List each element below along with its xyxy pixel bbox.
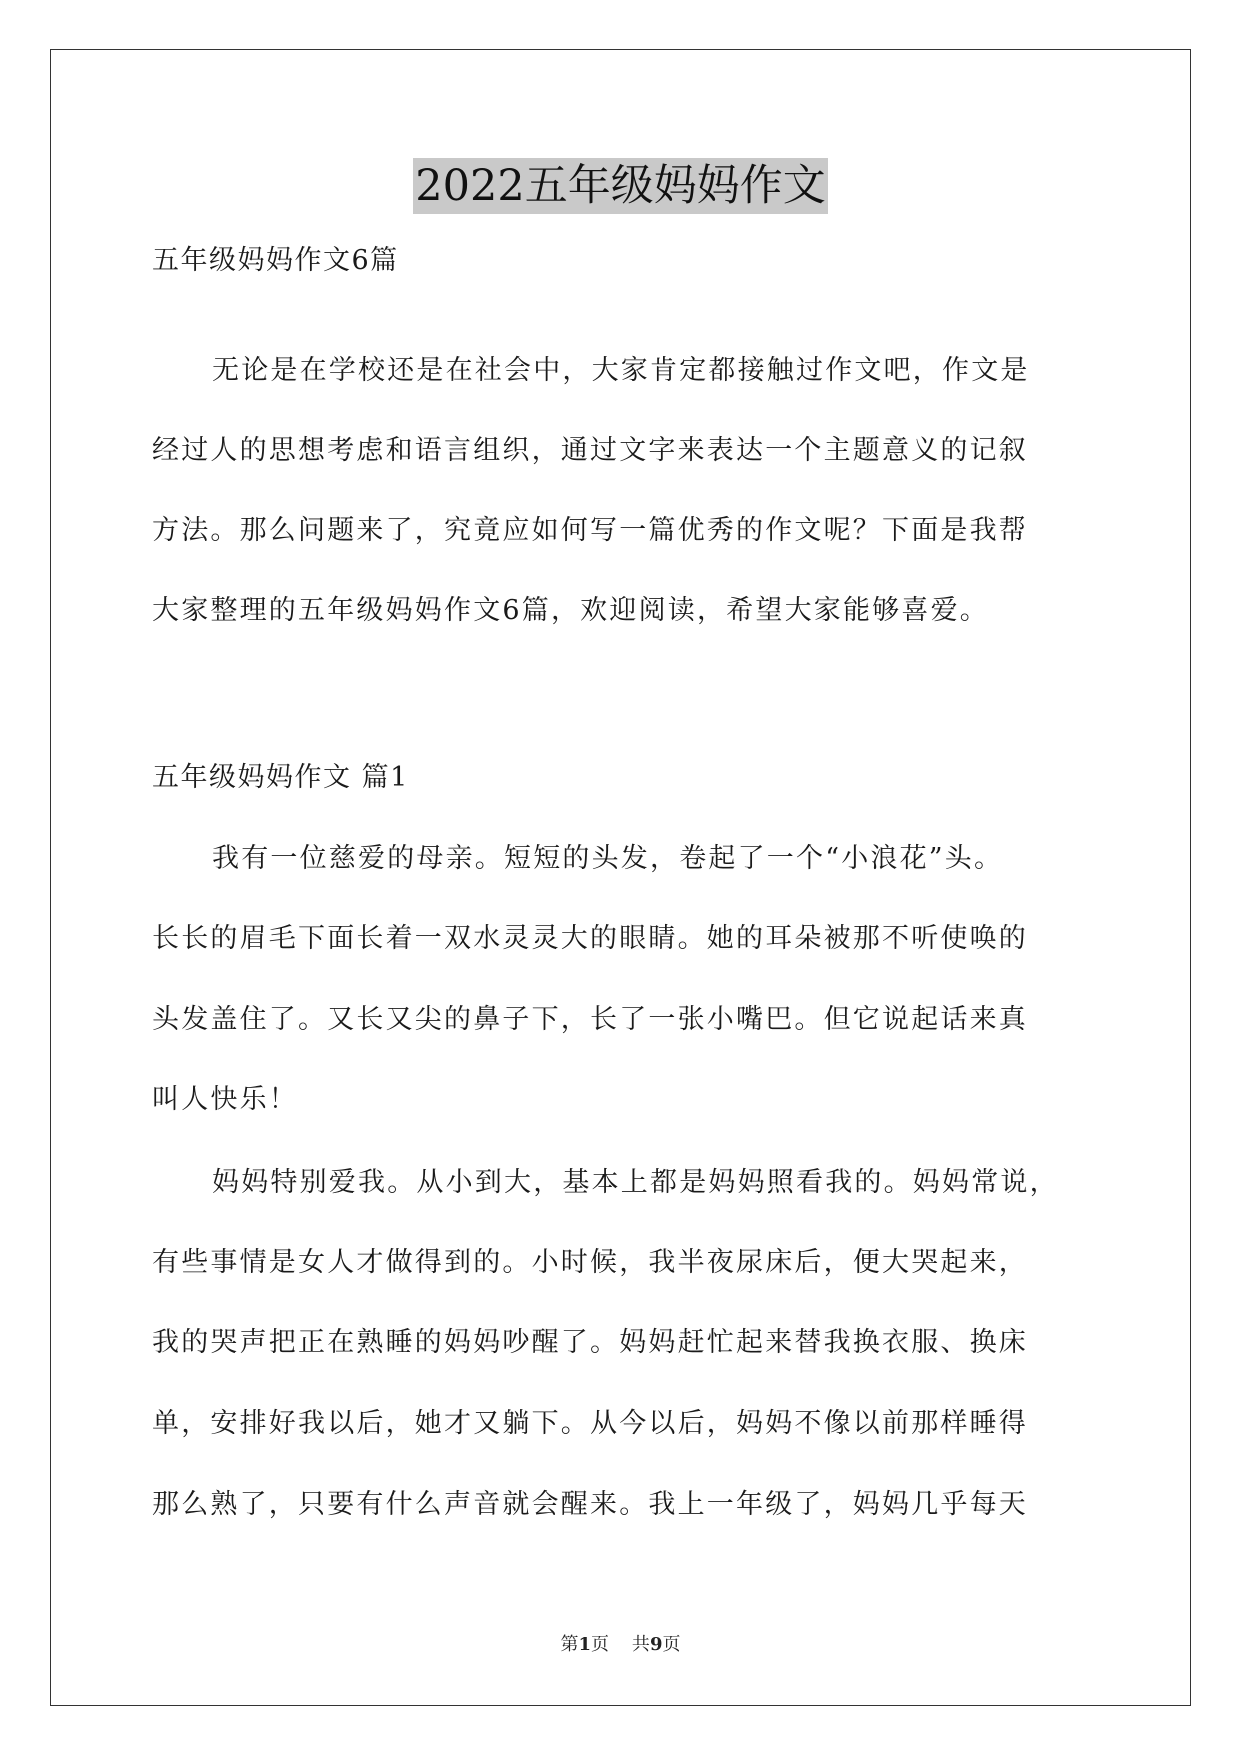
paragraph2-line: 妈妈特别爱我。从小到大，基本上都是妈妈照看我的。妈妈常说， <box>212 1167 1059 1198</box>
paragraph1-line: 头发盖住了。又长又尖的鼻子下，长了一张小嘴巴。但它说起话来真 <box>152 1004 1028 1035</box>
footer-middle: 页 共 <box>591 1634 650 1655</box>
document-title: 2022五年级妈妈作文 <box>413 158 827 214</box>
intro-line: 大家整理的五年级妈妈作文6篇，欢迎阅读，希望大家能够喜爱。 <box>152 595 989 626</box>
paragraph1-line: 叫人快乐！ <box>152 1084 298 1115</box>
intro-line: 无论是在学校还是在社会中，大家肯定都接触过作文吧，作文是 <box>212 355 1030 386</box>
paragraph2-line: 有些事情是女人才做得到的。小时候，我半夜尿床后，便大哭起来， <box>152 1247 1028 1278</box>
paragraph2-line: 单，安排好我以后，她才又躺下。从今以后，妈妈不像以前那样睡得 <box>152 1408 1028 1439</box>
paragraph1-line: 我有一位慈爱的母亲。短短的头发，卷起了一个“小浪花”头。 <box>212 843 1004 874</box>
subtitle: 五年级妈妈作文6篇 <box>152 245 399 276</box>
section-heading: 五年级妈妈作文 篇1 <box>152 762 409 793</box>
footer-prefix: 第 <box>560 1634 579 1655</box>
page-footer <box>0 1633 1241 1657</box>
footer-total-pages: 9 <box>649 1634 663 1655</box>
intro-line: 方法。那么问题来了，究竟应如何写一篇优秀的作文呢？下面是我帮 <box>152 515 1028 546</box>
paragraph2-line: 我的哭声把正在熟睡的妈妈吵醒了。妈妈赶忙起来替我换衣服、换床 <box>152 1327 1028 1358</box>
paragraph1-line: 长长的眉毛下面长着一双水灵灵大的眼睛。她的耳朵被那不听使唤的 <box>152 923 1028 954</box>
intro-line: 经过人的思想考虑和语言组织，通过文字来表达一个主题意义的记叙 <box>152 435 1028 466</box>
footer-suffix: 页 <box>662 1634 681 1655</box>
title-wrap <box>0 158 1241 214</box>
footer-page-number: 1 <box>578 1634 592 1655</box>
paragraph2-line: 那么熟了，只要有什么声音就会醒来。我上一年级了，妈妈几乎每天 <box>152 1489 1028 1520</box>
